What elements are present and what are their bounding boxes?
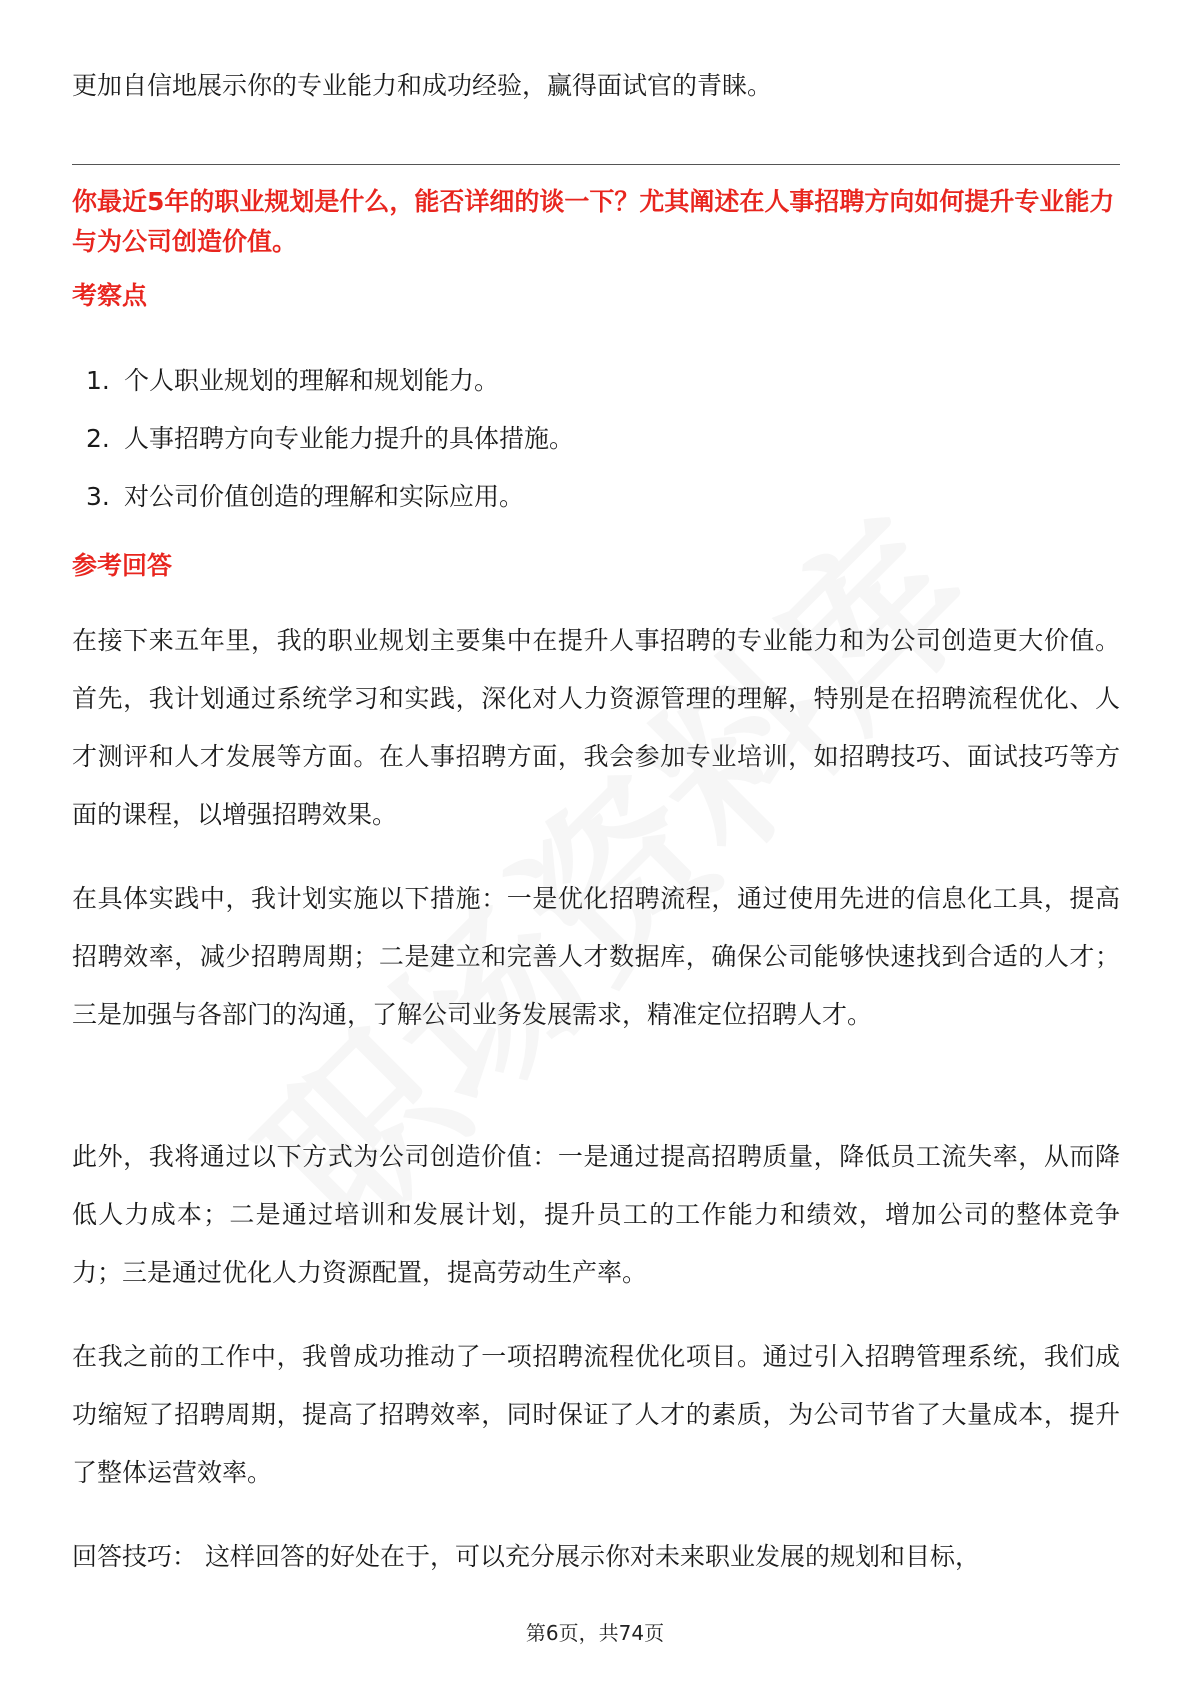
answer-paragraph: 在我之前的工作中，我曾成功推动了一项招聘流程优化项目。通过引入招聘管理系统，我们成功缩短了招聘周期，提高了招聘效率，同时保证了人才的素质，为公司节省了大量成本，提升了整体运营效率。 <box>72 1342 1120 1487</box>
list-item <box>72 468 1120 526</box>
list-item <box>72 410 1120 468</box>
list-text: 个人职业规划的理解和规划能力。 <box>124 366 500 395</box>
answer-paragraph: 此外，我将通过以下方式为公司创造价值：一是通过提高招聘质量，降低员工流失率，从而降低人力成本；二是通过培训和发展计划，提升员工的工作能力和绩效，增加公司的整体竞争力；三是通过优化人力资源配置，提高劳动生产率。 <box>72 1142 1120 1287</box>
list-number: 2. <box>86 424 110 453</box>
answer-heading: 参考回答 <box>72 551 173 580</box>
list-text: 人事招聘方向专业能力提升的具体措施。 <box>124 424 575 453</box>
question-heading: 你最近5年的职业规划是什么，能否详细的谈一下？尤其阐述在人事招聘方向如何提升专业能力与为公司创造价值。 <box>72 187 1115 256</box>
list-text: 对公司价值创造的理解和实际应用。 <box>124 482 525 511</box>
divider <box>72 164 1120 165</box>
points-list <box>72 352 1120 526</box>
intro-text: 更加自信地展示你的专业能力和成功经验，赢得面试官的青睐。 <box>72 71 773 100</box>
answer-tip-paragraph: 回答技巧： 这样回答的好处在于，可以充分展示你对未来职业发展的规划和目标， <box>72 1542 980 1571</box>
list-number: 3. <box>86 482 110 511</box>
points-heading: 考察点 <box>72 281 148 310</box>
page-footer: 第6页，共74页 <box>525 1621 665 1645</box>
answer-paragraph: 在具体实践中，我计划实施以下措施：一是优化招聘流程，通过使用先进的信息化工具，提高招聘效率，减少招聘周期；二是建立和完善人才数据库，确保公司能够快速找到合适的人才；三是加强与各部门的沟通，了解公司业务发展需求，精准定位招聘人才。 <box>72 884 1120 1029</box>
answer-paragraph: 在接下来五年里，我的职业规划主要集中在提升人事招聘的专业能力和为公司创造更大价值。首先，我计划通过系统学习和实践，深化对人力资源管理的理解，特别是在招聘流程优化、人才测评和人才发展等方面。在人事招聘方面，我会参加专业培训，如招聘技巧、面试技巧等方面的课程，以增强招聘效果。 <box>72 626 1120 829</box>
list-number: 1. <box>86 366 110 395</box>
list-item <box>72 352 1120 410</box>
